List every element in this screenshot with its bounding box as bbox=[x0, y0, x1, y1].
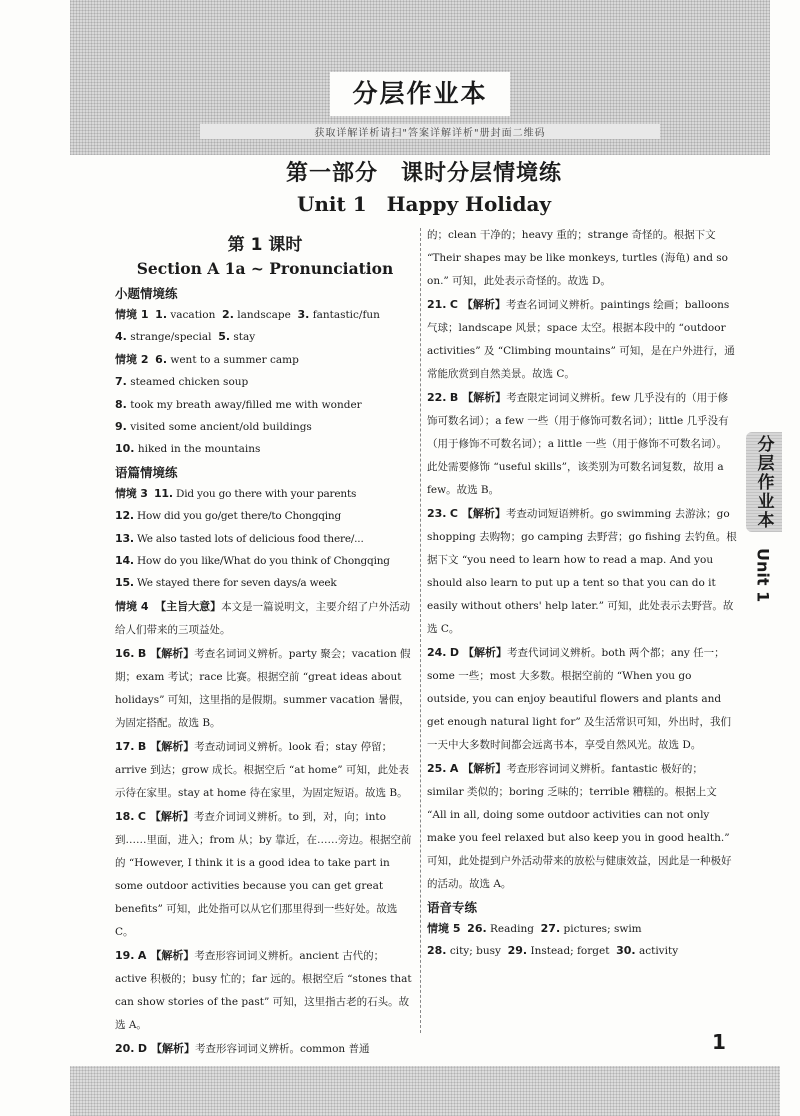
answer-key: B bbox=[137, 646, 147, 660]
answer-text: strange/special bbox=[130, 331, 212, 344]
answer-row bbox=[115, 326, 415, 348]
answer-row bbox=[115, 349, 415, 371]
answer-text: pictures; swim bbox=[563, 923, 642, 935]
item-number: 29. bbox=[507, 944, 528, 958]
analysis-tag: 【解析】 bbox=[150, 1041, 195, 1055]
analysis-tag: 【解析】 bbox=[462, 646, 507, 659]
answer-row bbox=[115, 572, 415, 594]
answer-row bbox=[115, 483, 415, 505]
answer-key: B bbox=[137, 739, 147, 753]
question-answer bbox=[427, 293, 737, 386]
answer-key: D bbox=[137, 1041, 147, 1055]
side-unit bbox=[748, 540, 778, 610]
answer-row bbox=[115, 394, 415, 416]
analysis-tag: 【解析】 bbox=[461, 507, 506, 520]
question-answer bbox=[427, 386, 737, 502]
answer-row bbox=[115, 528, 415, 550]
analysis-tag: 【解析】 bbox=[462, 762, 507, 775]
lesson-title: 第 1 课时 bbox=[227, 235, 303, 255]
analysis-text: 考查介词词义辨析。to 到，对，向；into 到……里面，进入；from 从；by 靠近，在……旁边。根据空前的 “However, I think it is a good idea to take part in some outdoor activities because you can get great benefits” 可知，此处指可以从它们那里得到一些好处。故选 C。 bbox=[115, 810, 412, 938]
question-number: 16. bbox=[115, 646, 135, 660]
item-number: 13. bbox=[115, 531, 134, 545]
answer-row bbox=[427, 940, 737, 962]
answer-key: C bbox=[449, 298, 458, 311]
scenario-label: 情境 3 bbox=[115, 486, 148, 500]
main-idea-tag: 【主旨大意】 bbox=[155, 599, 222, 613]
item-number: 4. bbox=[115, 330, 127, 344]
answer-text: Did you go there with your parents bbox=[176, 487, 357, 500]
item-number: 15. bbox=[115, 576, 134, 590]
scenario-label: 情境 2 bbox=[115, 352, 149, 366]
analysis-text: 考查动词词义辨析。look 看；stay 停留；arrive 到达；grow 成长。根据空后 “at home” 可知，此处表示待在家里。stay at home 待在家里，为固定短语。故选 B。 bbox=[115, 740, 410, 799]
question-number: 19. bbox=[115, 948, 135, 962]
answer-text: steamed chicken soup bbox=[130, 376, 249, 389]
analysis-tag: 【解析】 bbox=[149, 809, 194, 823]
item-number: 11. bbox=[153, 486, 173, 500]
answer-text: fantastic/fun bbox=[312, 309, 380, 321]
answer-text: stay bbox=[233, 331, 256, 344]
answer-text: landscape bbox=[237, 309, 291, 321]
question-number: 22. bbox=[427, 391, 447, 404]
answer-key: D bbox=[449, 646, 459, 659]
item-number: 5. bbox=[218, 330, 231, 344]
analysis-tag: 【解析】 bbox=[461, 298, 506, 311]
answer-text: Instead; forget bbox=[530, 945, 610, 958]
question-number: 18. bbox=[115, 809, 135, 823]
item-number: 7. bbox=[115, 375, 127, 389]
left-column bbox=[115, 224, 415, 1061]
question-number: 24. bbox=[427, 646, 447, 659]
qr-notice: 获取详解详析请扫"答案详解详析"册封面二维码 bbox=[200, 124, 660, 139]
answer-text: took my breath away/filled me with wonder bbox=[130, 398, 362, 411]
book-title: 分层作业本 bbox=[330, 72, 510, 116]
answer-row bbox=[115, 304, 415, 326]
question-answer bbox=[427, 502, 737, 641]
answer-text: How did you go/get there/to Chongqing bbox=[137, 510, 342, 523]
answer-row bbox=[427, 918, 737, 940]
answer-text: Reading bbox=[490, 923, 534, 935]
item-number: 14. bbox=[115, 554, 134, 568]
item-number: 6. bbox=[155, 352, 168, 366]
answer-row bbox=[115, 505, 415, 527]
analysis-text: 考查形容词词义辨析。fantastic 极好的；similar 类似的；boring 乏味的；terrible 糟糕的。根据上文 “All in all, doing some outdoor activities can not only make you feel relaxed but also keep you in good health.” 可知，此处提到户外活动带来的放松与健康效益，因此是一种极好的活动。故选 A。 bbox=[427, 763, 732, 890]
answer-text: hiked in the mountains bbox=[137, 443, 261, 456]
question-answer bbox=[427, 641, 737, 757]
item-number: 28. bbox=[427, 944, 447, 958]
analysis-text: 考查动词短语辨析。go swimming 去游泳；go shopping 去购物；go camping 去野营；go fishing 去钓鱼。根据下文 “you need to learn how to read a map. And you should also learn to put up a tent so that you can do it easily without others' help later.” 可知，此处表示去野营。故选 C。 bbox=[427, 508, 737, 635]
analysis-text: 考查形容词词义辨析。common 普通 bbox=[194, 1042, 370, 1055]
analysis-text: 考查代词词义辨析。both 两个都；any 任一；some 一些；most 大多数。根据空前的 “When you go outside, you can enjoy beautiful flowers and plants and get enough natural light for” 及生活常识可知，外出时，我们一天中大多数时间都会远离书本，享受自然风光。故选 D。 bbox=[427, 647, 732, 751]
answer-text: city; busy bbox=[449, 945, 501, 958]
item-number: 26. bbox=[467, 922, 487, 935]
subhead-quiz: 小题情境练 bbox=[115, 286, 178, 301]
item-number: 2. bbox=[222, 308, 234, 321]
question-number: 20. bbox=[115, 1041, 135, 1055]
answer-key: B bbox=[449, 391, 459, 404]
answer-text: We stayed there for seven days/a week bbox=[137, 577, 337, 590]
item-number: 27. bbox=[540, 922, 561, 935]
analysis-tag: 【解析】 bbox=[150, 646, 195, 660]
analysis-text: 考查限定词词义辨析。few 几乎没有的（用于修饰可数名词）；a few 一些（用于修饰可数名词）；little 几乎没有（用于修饰不可数名词）；a little 一些（用于修饰不可数名词）。此处需要修饰 “useful skills”，该类别为可数名词复数，故用 a few。故选 B。 bbox=[427, 392, 729, 496]
analysis-text: 考查名词词义辨析。party 聚会；vacation 假期；exam 考试；race 比赛。根据空前 “great ideas about holidays” 可知，这里指的是假期。summer vacation 暑假，为固定搭配。故选 B。 bbox=[115, 647, 411, 729]
analysis-text: 考查形容词词义辨析。ancient 古代的；active 积极的；busy 忙的；far 远的。根据空后 “stones that can show stories of the past” 可知，这里指古老的石头。故选 A。 bbox=[115, 949, 412, 1031]
analysis-tag: 【解析】 bbox=[150, 948, 195, 962]
question-number: 25. bbox=[427, 762, 447, 775]
answer-row bbox=[115, 550, 415, 572]
item-number: 30. bbox=[616, 944, 636, 958]
section-title: Section A 1a ~ Pronunciation bbox=[136, 259, 394, 278]
side-tab bbox=[746, 432, 782, 532]
item-number: 12. bbox=[115, 509, 134, 523]
analysis-tag: 【解析】 bbox=[462, 391, 507, 404]
analysis-text: 考查名词词义辨析。paintings 绘画；balloons 气球；landscape 风景；space 太空。根据本段中的 “outdoor activities” 及 “Climbing mountains” 可知，是在户外进行，通常能欣赏到自然美景。故选 C。 bbox=[427, 299, 735, 380]
page-number: 1 bbox=[712, 1030, 726, 1054]
question-answer bbox=[115, 1037, 415, 1061]
side-tab-label: 分层作业本 bbox=[753, 434, 774, 530]
question-number: 17. bbox=[115, 739, 135, 753]
item-number: 1. bbox=[155, 308, 168, 321]
right-column bbox=[427, 224, 737, 963]
question-answer bbox=[427, 757, 737, 896]
answer-text: activity bbox=[638, 945, 679, 958]
footer-band bbox=[70, 1066, 780, 1116]
answer-key: C bbox=[449, 507, 458, 520]
main-idea-text: 本文是一篇说明文，主要介绍了户外活动给人们带来的三项益处。 bbox=[115, 600, 411, 636]
question-number: 23. bbox=[427, 507, 447, 520]
part-title: 第一部分 课时分层情境练 bbox=[285, 161, 562, 186]
answer-text: vacation bbox=[170, 309, 216, 321]
scenario-label: 情境 5 bbox=[427, 922, 461, 935]
answer-row bbox=[115, 371, 415, 393]
continued-analysis: 的；clean 干净的；heavy 重的；strange 奇怪的。根据下文 “Their shapes may be like monkeys, turtles (海龟) and so on.” 可知，此处表示奇怪的。故选 D。 bbox=[427, 229, 728, 287]
answer-text: visited some ancient/old buildings bbox=[130, 421, 312, 434]
answer-key: A bbox=[137, 948, 147, 962]
question-answer bbox=[115, 735, 415, 805]
question-number: 21. bbox=[427, 298, 447, 311]
answer-text: We also tasted lots of delicious food there/... bbox=[137, 532, 364, 545]
column-divider bbox=[420, 228, 421, 1033]
subhead-passage: 语篇情境练 bbox=[115, 464, 178, 480]
analysis-tag: 【解析】 bbox=[150, 739, 195, 753]
side-unit-label: Unit 1 bbox=[753, 547, 773, 603]
item-number: 8. bbox=[115, 397, 127, 411]
question-answer bbox=[115, 944, 415, 1037]
answer-text: went to a summer camp bbox=[170, 353, 299, 366]
item-number: 10. bbox=[115, 442, 135, 456]
answer-key: A bbox=[449, 762, 459, 775]
answer-row bbox=[115, 438, 415, 460]
question-answer bbox=[115, 642, 415, 735]
answer-key: C bbox=[137, 809, 146, 823]
unit-title: Unit 1 Happy Holiday bbox=[296, 192, 552, 216]
item-number: 3. bbox=[297, 308, 310, 321]
scenario-label: 情境 4 bbox=[115, 599, 149, 613]
subhead-phonics: 语音专练 bbox=[427, 900, 478, 915]
scenario-label: 情境 1 bbox=[115, 308, 149, 321]
answer-text: How do you like/What do you think of Chongqing bbox=[137, 555, 390, 568]
item-number: 9. bbox=[115, 420, 127, 434]
answer-row bbox=[115, 416, 415, 438]
main-idea bbox=[115, 595, 415, 642]
question-answer bbox=[115, 805, 415, 944]
